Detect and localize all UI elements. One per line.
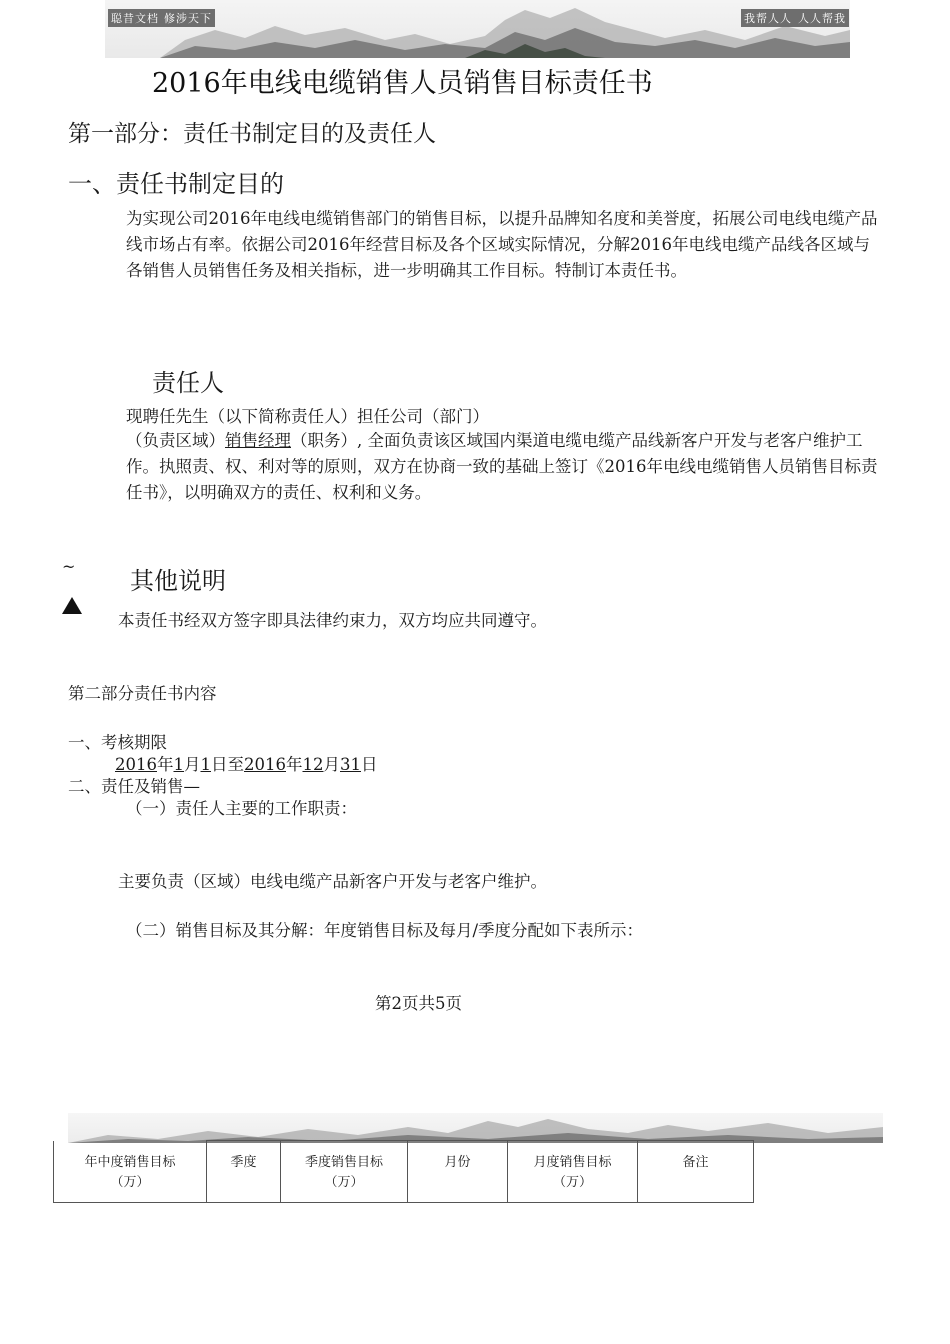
responsible-line1: 现聘任先生（以下简称责任人）担任公司（部门） (126, 407, 489, 426)
document-title: 2016年电线电缆销售人员销售目标责任书 (152, 68, 653, 99)
banner-tag-left-2: 修涉天下 (161, 9, 215, 27)
header-cell-quarter-target: 季度销售目标 （万） (281, 1141, 408, 1203)
responsible-heading: 责任人 (152, 369, 224, 397)
start-year: 2016 (115, 755, 157, 774)
banner-tag-left-1: 聪昔文档 (108, 9, 162, 27)
year-char: 年 (286, 755, 303, 774)
targets-subheading: （二）销售目标及其分解：年度销售目标及每月/季度分配如下表所示： (126, 921, 644, 940)
section1-heading: 一、责任书制定目的 (68, 170, 284, 198)
day-char: 日 (361, 755, 378, 774)
duties-subheading: （一）责任人主要的工作职责： (126, 799, 357, 818)
end-day: 31 (340, 755, 361, 774)
month-char: 月 (184, 755, 201, 774)
other-notes-heading: 其他说明 (130, 567, 226, 595)
header-cell-remarks: 备注 (638, 1141, 754, 1203)
part2-heading: 第二部分责任书内容 (68, 684, 217, 703)
footer-banner (68, 1113, 883, 1143)
responsible-region-text: （负责区域） (126, 431, 225, 450)
to-char: 日至 (211, 755, 244, 774)
page-number: 第2页共5页 (375, 994, 462, 1013)
mountain-landscape-image (68, 1113, 883, 1143)
header-cell-annual-target: 年中度销售目标 （万） (54, 1141, 207, 1203)
responsibility-heading: 二、责任及销售— (68, 777, 200, 796)
mountain-landscape-image (105, 0, 850, 58)
year-char: 年 (157, 755, 174, 774)
other-notes-text: 本责任书经双方签字即具法律约束力，双方均应共同遵守。 (118, 611, 547, 630)
assessment-period-dates (115, 751, 378, 775)
banner-tag-right-1: 我帮人人 (741, 9, 795, 27)
start-day: 1 (200, 755, 211, 774)
responsible-paragraph (126, 428, 891, 506)
end-month: 12 (302, 755, 324, 774)
header-cell-quarter: 季度 (207, 1141, 281, 1203)
banner-tag-right-2: 人人帮我 (795, 9, 849, 27)
triangle-icon (62, 597, 82, 614)
start-month: 1 (173, 755, 184, 774)
header-cell-month: 月份 (408, 1141, 508, 1203)
responsible-duties-text: （职务）, 全面负责该区域国内渠道电缆电缆产品线新客户开发与老客户维护工作。执照责、权、利对等的原则，双方在协商一致的基础上签订《2016年电线电缆销售人员销售目标责任书》，以明确双方的责任、权利和义务。 (126, 431, 878, 502)
month-char: 月 (323, 755, 340, 774)
table-header-row (54, 1141, 754, 1203)
header-banner (105, 0, 850, 58)
purpose-paragraph: 为实现公司2016年电线电缆销售部门的销售目标，以提升品牌知名度和美誉度，拓展公司电线电缆产品线市场占有率。依据公司2016年经营目标及各个区域实际情况，分解2016年电线电缆产品线各区域与各销售人员销售任务及相关指标，进一步明确其工作目标。特制订本责任书。 (126, 209, 878, 280)
part1-heading: 第一部分：责任书制定目的及责任人 (68, 121, 436, 147)
assessment-period-heading: 一、考核期限 (68, 733, 167, 752)
end-year: 2016 (244, 755, 286, 774)
position-title: 销售经理 (225, 431, 291, 450)
sales-target-table (53, 1140, 754, 1203)
header-cell-monthly-target: 月度销售目标 （万） (508, 1141, 638, 1203)
tilde-mark: ~ (62, 557, 76, 576)
duties-text: 主要负责（区域）电线电缆产品新客户开发与老客户维护。 (118, 872, 547, 891)
